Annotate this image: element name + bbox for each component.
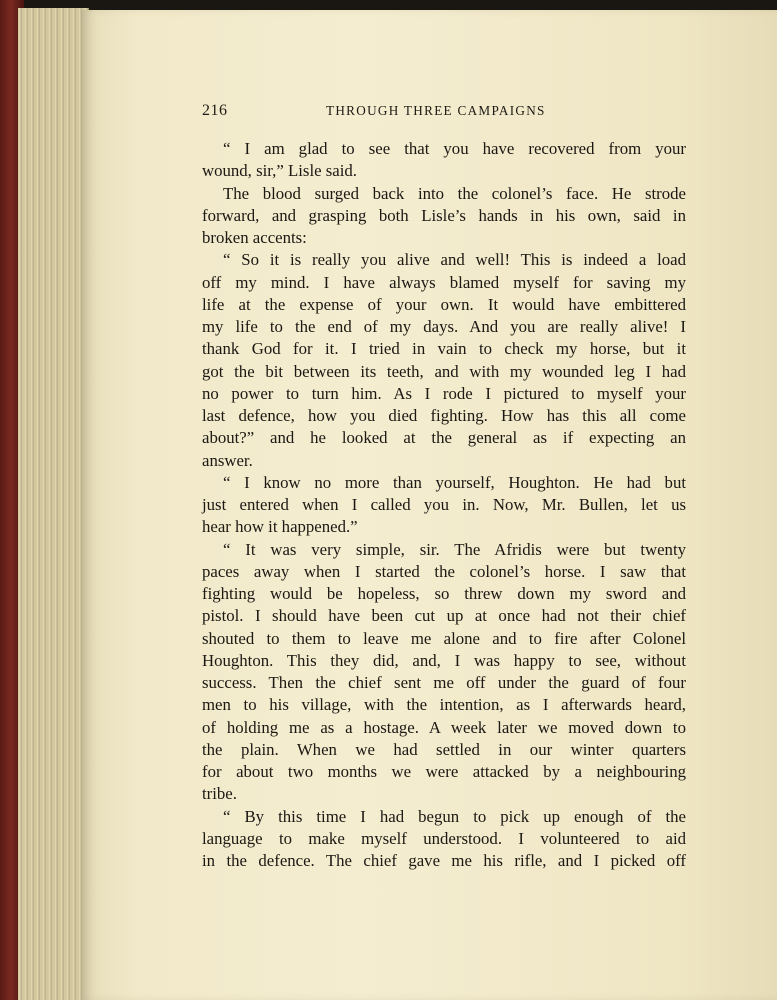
body-text	[202, 138, 686, 872]
text-line: no power to turn him. As I rode I pictured to myself your	[202, 383, 686, 403]
text-line: answer.	[202, 450, 253, 470]
text-line: last defence, how you died fighting. How has this all come	[202, 406, 686, 425]
text-line: Houghton. This they did, and, I was happy to see, without	[202, 650, 686, 670]
text-line: “ It was very simple, sir. The Afridis were but twenty	[223, 539, 686, 559]
text-line: “ I am glad to see that you have recovered from your	[223, 139, 686, 158]
text-line: off my mind. I have always blamed myself for saving my	[202, 272, 686, 292]
page-edges	[18, 8, 89, 1000]
text-line: about?” and he looked at the general as if expecting an	[202, 428, 686, 448]
text-line: got the bit between its teeth, and with my wounded leg I had	[202, 361, 686, 381]
text-line: in the defence. The chief gave me his rifle, and I picked off	[202, 851, 686, 870]
text-line: just entered when I called you in. Now, Mr. Bullen, let us	[202, 495, 686, 514]
text-line: “ I know no more than yourself, Houghton. He had but	[223, 472, 686, 492]
text-line: language to make myself understood. I volunteered to aid	[202, 828, 686, 848]
text-line: shouted to them to leave me alone and to fire after Colonel	[202, 628, 686, 648]
text-line: wound, sir,” Lisle said.	[202, 161, 357, 181]
text-line: the plain. When we had settled in our winter quarters	[202, 739, 686, 759]
text-line: paces away when I started the colonel’s horse. I saw that	[202, 561, 686, 581]
text-line: “ By this time I had begun to pick up enough of the	[223, 806, 686, 826]
text-line: broken accents:	[202, 228, 307, 247]
text-line: hear how it happened.”	[202, 517, 358, 537]
text-line: men to his village, with the intention, as I afterwards heard,	[202, 695, 686, 715]
text-line: tribe.	[202, 784, 237, 804]
text-line: pistol. I should have been cut up at once had not their chief	[202, 606, 686, 626]
page-number: 216	[202, 102, 228, 119]
text-line: my life to the end of my days. And you are really alive! I	[202, 317, 686, 336]
text-line: of holding me as a hostage. A week later we moved down to	[202, 717, 686, 737]
text-line: forward, and grasping both Lisle’s hands in his own, said in	[202, 205, 686, 225]
running-title: THROUGH THREE CAMPAIGNS	[326, 103, 546, 118]
page-header	[202, 102, 686, 124]
text-line: life at the expense of your own. It would have embittered	[202, 294, 686, 314]
text-line: success. Then the chief sent me off under the guard of four	[202, 673, 686, 692]
text-line: thank God for it. I tried in vain to check my horse, but it	[202, 339, 686, 359]
text-line: fighting would be hopeless, so threw down my sword and	[202, 584, 686, 603]
text-line: The blood surged back into the colonel’s face. He strode	[223, 183, 686, 203]
text-line: “ So it is really you alive and well! This is indeed a load	[223, 250, 686, 270]
text-line: for about two months we were attacked by a neighbouring	[202, 762, 686, 781]
